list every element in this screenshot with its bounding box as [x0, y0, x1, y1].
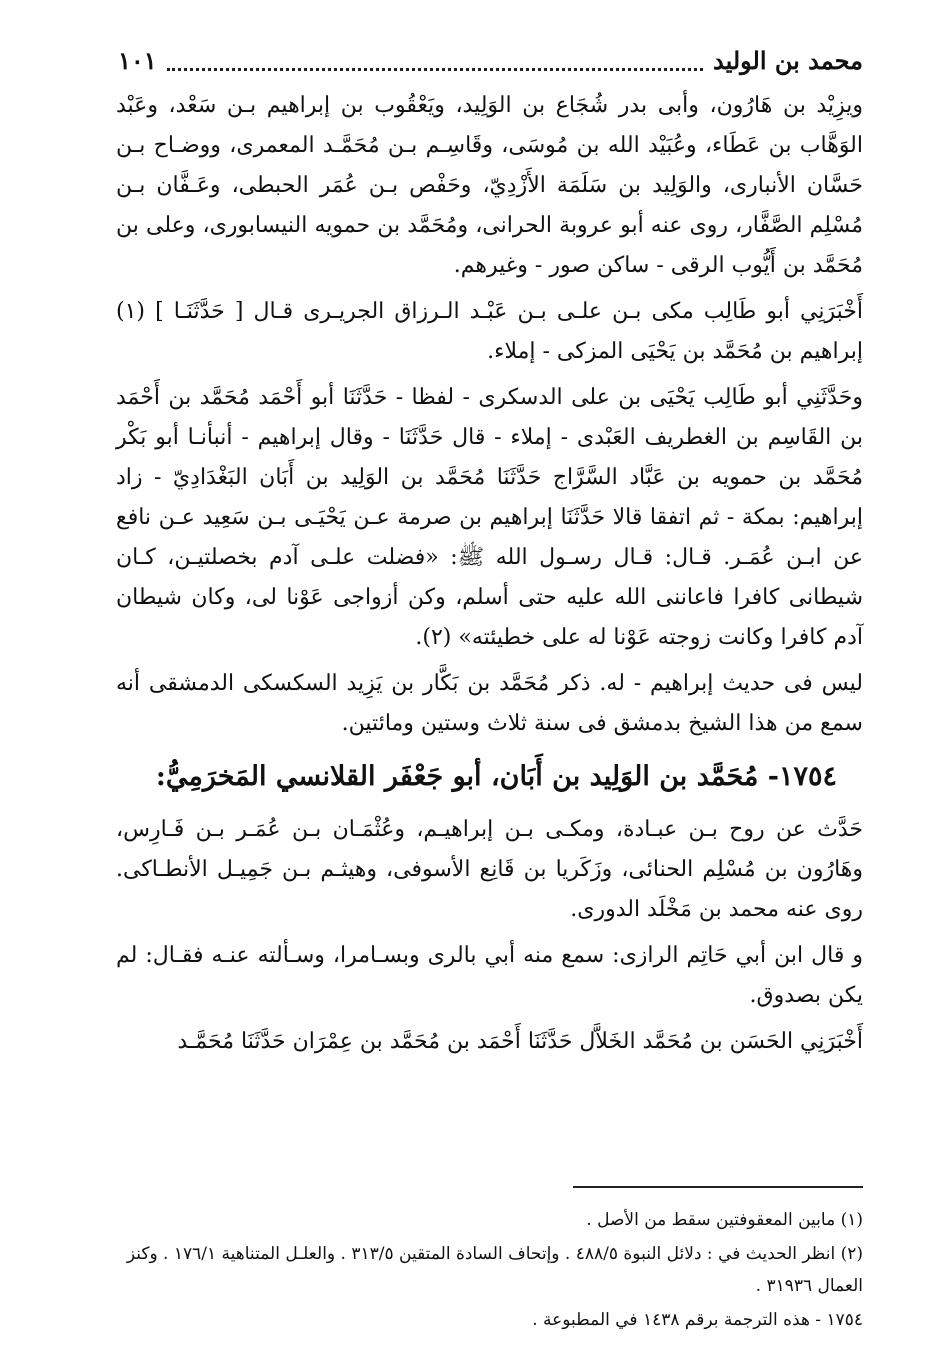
footnote-entry-note: ١٧٥٤ - هذه الترجمة برقم ١٤٣٨ في المطبوعة . — [532, 1310, 863, 1330]
header-leader-dots — [167, 50, 703, 71]
paragraph-isnad-1: أَخْبَرَنِي أبو طَالِب مكى بـن علـى بـن عَبْـد الـرزاق الجريـرى قـال [ حَدَّثَنَـا ] (١) إبراهيم بن مُحَمَّد بن يَحْيَى المزكى - إملاء. — [116, 299, 863, 364]
paragraph-isnad-2: وحَدَّثَنِي أبو طَالِب يَحْيَى بن على الدسكرى - لفظا - حَدَّثَنَا أبو أَحْمَد مُحَمَّد بن أَحْمَد بن القَاسِم بن الغطريف العَبْدى - إملاء - قال حَدَّثَنَا - وقال إبراهيم - أنبأنـا أبو بَكْر مُحَمَّد بن حمويه بن عَبَّاد السَّرَّاج حَدَّثَنَا مُحَمَّد بن الوَلِيد بن أَبَان البَغْدَادِيّ - زاد إبراهيم: بمكة - ثم اتفقا قالا حَدَّثَنَا إبراهيم بن صرمة عـن يَحْيَـى بـن سَعِيد عـن نافع عن ابـن عُمَـر. قـال: قـال رسـول الله ﷺ: «فضلت علـى آدم بخصلتيـن، كـان شيطانى كافرا فاعاننى الله عليه حتى أسلم، وكن أزواجى عَوْنا لى، وكان شيطان آدم كافرا وكانت زوجته عَوْنا له على خطيئته» (٢). — [116, 385, 863, 650]
page-number: ١٠١ — [118, 45, 157, 75]
running-header — [118, 40, 863, 80]
entry-paragraph-2: و قال ابن أبي حَاتِم الرازى: سمع منه أبي بالرى وبسـامرا، وسـألته عنـه فقـال: لم يكن بصدوق. — [116, 943, 863, 1008]
header-title: محمد بن الوليد — [712, 45, 863, 75]
footnote-1: (١) مابين المعقوفتين سقط من الأصل . — [586, 1210, 863, 1230]
footnote-2: (٢) انظر الحديث في : دلائل النبوة ٤٨٨/٥ . وإتحاف السادة المتقين ٣١٣/٥ . والعلـل المتناهية ١٧٦/١ . وكنز العمال ٣١٩٣٦ . — [126, 1244, 863, 1296]
footnote-divider — [573, 1186, 863, 1188]
footnotes — [116, 1204, 863, 1338]
entry-paragraph-1: حَدَّث عن روح بـن عبـادة، ومكـى بـن إبراهيـم، وعُثْمَـان بـن عُمَـر بـن فَـارِس، وهَارُون بن مُسْلِم الحنائى، وزَكَريا بن قَانِع الأسوفى، وهيثـم بـن جَمِيـل الأنطـاكى. روى عنه محمد بن مَخْلَد الدورى. — [116, 817, 863, 922]
paragraph-note: ليس فى حديث إبراهيم - له. ذكر مُحَمَّد بن بَكَّار بن يَزِيد السكسكى الدمشقى أنه سمع من هذا الشيخ بدمشق فى سنة ثلاث وستين ومائتين. — [116, 671, 863, 736]
entry-paragraph-3: أَخْبَرَنِي الحَسَن بن مُحَمَّد الخَلاَّل حَدَّثَنَا أَحْمَد بن مُحَمَّد بن عِمْرَان حَدَّثَنَا مُحَمَّـد — [177, 1029, 863, 1054]
paragraph-narrators: ويزِيْد بن هَارُون، وأبى بدر شُجَاع بن الوَلِيد، ويَعْقُوب بن إبراهيم بـن سَعْد، وعَبْد الوَهَّاب بن عَطَاء، وعُبَيْد الله بن مُوسَى، وقَاسِـم بـن مُحَمَّـد المعمرى، ووضـاح بـن حَسَّان الأنبارى، والوَلِيد بن سَلَمَة الأَزْدِيّ، وحَفْص بـن عُمَر الحبطى، وعَـفَّان بـن مُسْلِم الصَّفَّار، روى عنه أبو عروبة الحرانى، ومُحَمَّد بن حمويه النيسابورى، وعلى بن مُحَمَّد بن أَيُّوب الرقى - ساكن صور - وغيرهم. — [116, 93, 863, 278]
main-text — [116, 86, 863, 1068]
entry-heading: ١٧٥٤- مُحَمَّد بن الوَلِيد بن أَبَان، أبو جَعْفَر القلانسي المَخرَمِيُّ: — [155, 761, 837, 792]
